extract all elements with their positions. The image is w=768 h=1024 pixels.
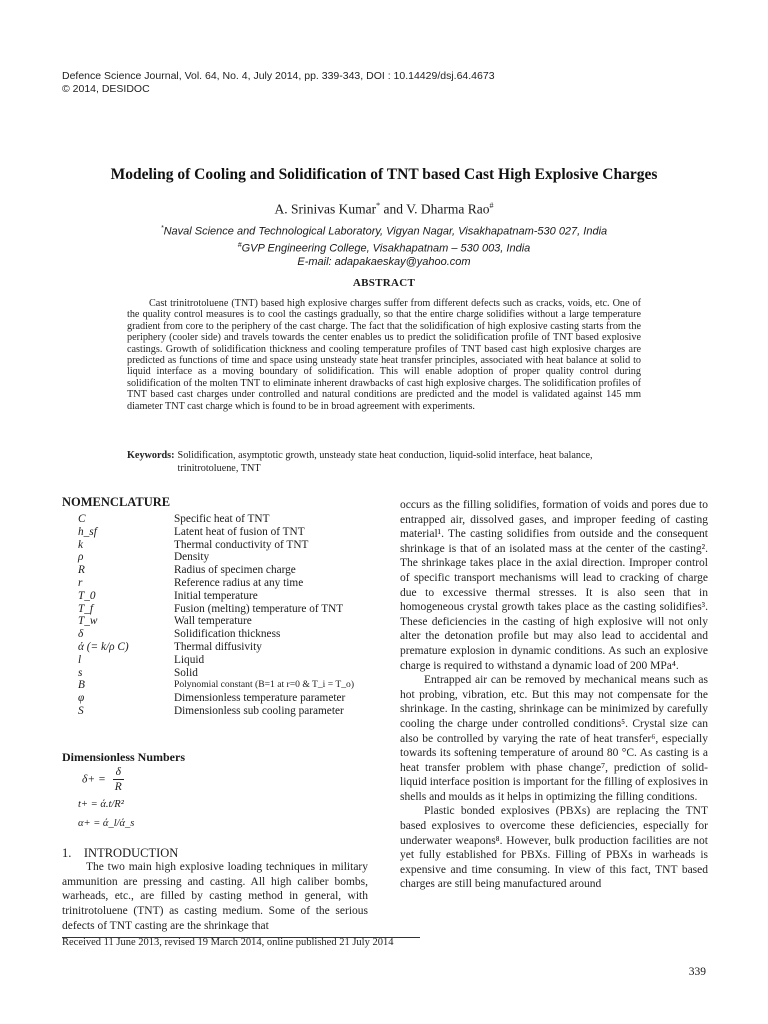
nomenclature-row xyxy=(78,564,378,577)
equation-t-plus: t+ = ά.t/R² xyxy=(78,799,124,810)
nomenclature-symbol: r xyxy=(78,576,83,589)
left-column-body xyxy=(62,860,368,934)
nomenclature-symbol: s xyxy=(78,666,83,679)
affiliation-1: *Naval Science and Technological Laboratory, Vigyan Nagar, Visakhapatnam-530 027, India xyxy=(160,225,608,238)
nomenclature-symbol: T_f xyxy=(78,602,94,615)
nomenclature-row xyxy=(78,679,378,692)
intro-paragraph-1: The two main high explosive loading techniques in military ammunition are pressing and casting. All high caliber bombs, warheads, etc., are filled by casting method in general, with trinitrotoluene (TNT) as casting medium. Some of the serious defects of TNT casting are the shrinkage that xyxy=(62,861,368,932)
nomenclature-definition: Thermal diffusivity xyxy=(174,640,262,653)
nomenclature-row xyxy=(78,526,378,539)
nomenclature-row xyxy=(78,628,378,641)
author-1: A. Srinivas Kumar xyxy=(274,201,377,217)
page-number: 339 xyxy=(688,966,706,978)
journal-header xyxy=(62,70,495,96)
right-column-body xyxy=(400,498,708,892)
keywords-text: Solidification, asymptotic growth, unsteady state heat conduction, liquid-solid interface, heat balance, trinitrotoluene, TNT xyxy=(177,450,593,474)
nomenclature-definition: Solidification thickness xyxy=(174,628,281,641)
nomenclature-definition: Latent heat of fusion of TNT xyxy=(174,525,305,538)
nomenclature-row xyxy=(78,615,378,628)
equation-delta-plus: δ+ = $\frac{\delta}{R}$ xyxy=(82,765,124,794)
nomenclature-definition: Specific heat of TNT xyxy=(174,513,270,525)
author-conjunction: and xyxy=(380,201,407,217)
dimensionless-heading: Dimensionless Numbers xyxy=(62,750,186,764)
nomenclature-row xyxy=(78,539,378,552)
nomenclature-definition: Reference radius at any time xyxy=(174,576,304,589)
affiliations xyxy=(0,222,768,270)
equation-alpha-plus: α+ = ά_l/ά_s xyxy=(78,818,135,829)
keywords-label: Keywords: xyxy=(127,450,175,461)
nomenclature-definition: Wall temperature xyxy=(174,615,252,628)
nomenclature-row xyxy=(78,513,378,526)
nomenclature-symbol: ά (= k/ρ C) xyxy=(78,640,129,653)
nomenclature-symbol: l xyxy=(78,653,82,666)
fraction-numerator: δ xyxy=(113,765,124,780)
nomenclature-symbol: T_w xyxy=(78,615,98,628)
nomenclature-symbol: h_sf xyxy=(78,525,97,538)
copyright-line: © 2014, DESIDOC xyxy=(62,83,150,95)
email-line: E-mail: adapakaeskay@yahoo.com xyxy=(297,256,471,269)
journal-citation: Defence Science Journal, Vol. 64, No. 4, July 2014, pp. 339-343, DOI : 10.14429/dsj.64.4673 xyxy=(62,70,495,82)
nomenclature-row xyxy=(78,692,378,705)
nomenclature-definition: Dimensionless temperature parameter xyxy=(174,692,346,705)
nomenclature-row xyxy=(78,577,378,590)
paper-title: Modeling of Cooling and Solidification of TNT based Cast High Explosive Charges xyxy=(110,166,658,183)
intro-paragraph-3: Plastic bonded explosives (PBXs) are replacing the TNT based explosives to overcome these deficiencies, especially for underwater weapons⁸. However, bulk production facilities are not yet fully established for PBXs. Filling of PBXs in warheads is expensive and time consuming. In view of this fact, TNT based charges are still being manufactured around xyxy=(400,805,708,891)
intro-paragraph-continued: occurs as the filling solidifies, formation of voids and pores due to entrapped air, dissolved gases, and improper feeding of casting material¹. The casting solidifies from outside and the consequent shrinkage is that of an isolated mass at the center of the casting². The shrinkage takes place in the axial direction. Improper control of specific transport mechanisms will lead to cracking of charge due to excessive thermal stresses. It is also seen that in homogeneous crystal growth takes place as the casting solidifies³. These deficiencies in the casting of high explosive will not only alter the detonation profile but may also lead to accidental and premature explosion in dynamic conditions. As such an explosive charge is required to withstand a dynamic load of 200 MPa⁴. xyxy=(400,499,708,672)
nomenclature-definition: Thermal conductivity of TNT xyxy=(174,538,309,551)
nomenclature-row xyxy=(78,641,378,654)
nomenclature-symbol: T_0 xyxy=(78,589,96,602)
author-1-mark: * xyxy=(376,201,381,210)
nomenclature-symbol: φ xyxy=(78,692,85,705)
nomenclature-definition: Initial temperature xyxy=(174,589,258,602)
nomenclature-symbol: ρ xyxy=(78,551,84,564)
nomenclature-row xyxy=(78,705,378,718)
nomenclature-symbol: δ xyxy=(78,628,84,641)
nomenclature-definition: Fusion (melting) temperature of TNT xyxy=(174,602,344,615)
author-2: V. Dharma Rao xyxy=(406,201,490,217)
nomenclature-row xyxy=(78,603,378,616)
nomenclature-definition: Dimensionless sub cooling parameter xyxy=(174,704,344,717)
section-heading-introduction: 1. INTRODUCTION xyxy=(62,846,179,860)
keywords xyxy=(127,450,641,475)
received-dates: Received 11 June 2013, revised 19 March 2014, online published 21 July 2014 xyxy=(62,937,394,948)
nomenclature-symbol: B xyxy=(78,679,85,692)
nomenclature-row xyxy=(78,654,378,667)
nomenclature-symbol: k xyxy=(78,538,84,551)
nomenclature-definition: Solid xyxy=(174,666,198,679)
fraction-denominator: R xyxy=(114,781,122,793)
author-2-mark: # xyxy=(489,201,494,210)
nomenclature-symbol: C xyxy=(78,513,86,525)
affiliation-2: #GVP Engineering College, Visakhapatnam – 530 003, India xyxy=(237,242,531,255)
nomenclature-row xyxy=(78,667,378,680)
nomenclature-row xyxy=(78,590,378,603)
author-line xyxy=(0,201,768,218)
nomenclature-heading: NOMENCLATURE xyxy=(62,495,171,509)
intro-paragraph-2: Entrapped air can be removed by mechanical means such as hot probing, vibration, etc. But this may not compensate for the shrinkage. In the casting, shrinkage can be minimized by carefully cooling the charge under controlled conditions⁵. Crystal size can also be controlled by varying the rate of heat transfer⁶, especially towards its softening temperature of around 80 °C. As casting is a heat transfer problem with phase change⁷, prediction of solid-liquid interface position is important for the filling of explosives in shells and moulds as it helps in optimizing the filling conditions. xyxy=(400,674,708,803)
nomenclature-list xyxy=(78,513,378,718)
abstract-text: Cast trinitrotoluene (TNT) based high explosive charges suffer from different defects such as cracks, voids, etc. One of the quality control measures is to cool the castings gradually, so that the entire charge solidifies without a large temperature gradient from core to the periphery of the cast charge. The fact that the solidification of high explosive casting starts from the periphery (cooler side) and travels towards the center enables us to predict the solidification profile of TNT based explosive castings. Growth of solidification thickness and cooling temperature profiles of TNT based cast high explosive charges are predicted as functions of time and space using unsteady state heat transfer principles, associated with heat balance at solid to liquid interface as a moving boundary of solidification. This will enable adoption of proper quality control during solidification of the molten TNT to eliminate inherent drawbacks of cast high explosive charges. The solidification profiles of TNT based cast charges under controlled and natural conditions are predicted and the model is validated against 145 mm diameter TNT cast charge which is found to be in broad agreement with experiments. xyxy=(127,298,641,412)
nomenclature-definition: Polynomial constant (B=1 at r=0 & T_i = T_o) xyxy=(174,679,355,691)
nomenclature-definition: Radius of specimen charge xyxy=(174,564,296,577)
nomenclature-row xyxy=(78,551,378,564)
nomenclature-symbol: S xyxy=(78,704,84,717)
abstract-heading: ABSTRACT xyxy=(352,277,416,289)
nomenclature-definition: Liquid xyxy=(174,653,205,666)
nomenclature-definition: Density xyxy=(174,551,210,564)
nomenclature-symbol: R xyxy=(78,564,85,577)
